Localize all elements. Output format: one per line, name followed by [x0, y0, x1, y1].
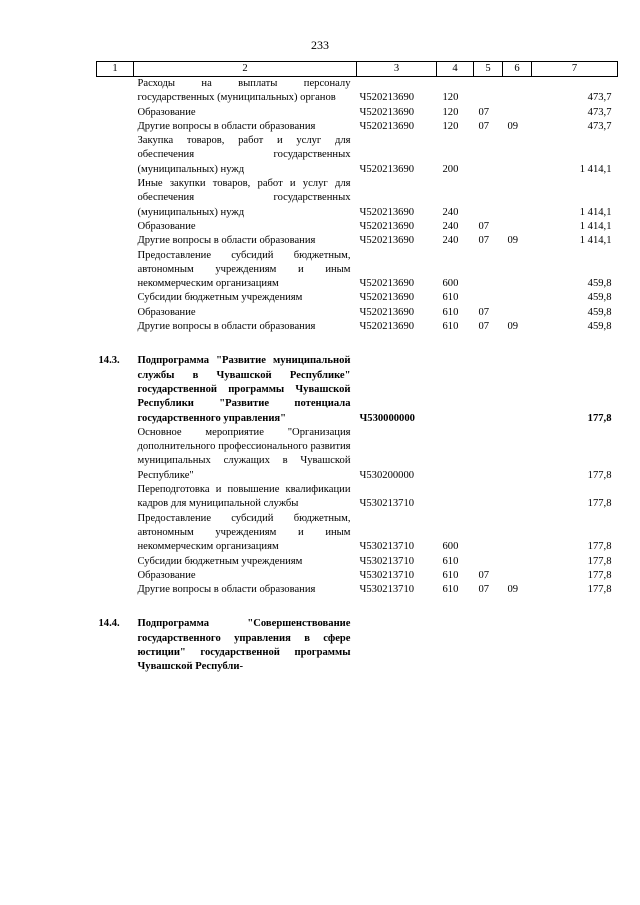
- row-name: Образование: [137, 306, 196, 318]
- target-code: Ч520213690: [359, 206, 415, 218]
- target-code: Ч520213690: [359, 120, 415, 132]
- amount: 459,8: [587, 292, 612, 304]
- amount: 1 414,1: [579, 220, 612, 232]
- budget-table: [96, 61, 618, 675]
- table-row: [97, 177, 618, 220]
- row-name: Закупка товаров, работ и услуг для обеспечения государственных (муниципальных) нужд: [137, 135, 351, 175]
- row-name: Предоставление субсидий бюджетным, автономным учреждениям и иным некоммерческим организациям: [137, 512, 351, 553]
- row-number: [97, 583, 134, 597]
- table-row: [97, 249, 618, 292]
- subsection-code: [503, 617, 532, 674]
- section-code: [474, 134, 503, 177]
- expense-type: 200: [442, 163, 459, 175]
- section-code: [474, 617, 503, 674]
- header-cell-5: 5: [474, 62, 503, 77]
- header-cell-4: 4: [437, 62, 474, 77]
- spacer-row: [97, 597, 618, 617]
- amount: 177,8: [587, 569, 612, 581]
- section-code: [474, 249, 503, 292]
- expense-type: 610: [442, 292, 459, 304]
- table-row: [97, 134, 618, 177]
- subsection-code: 09: [507, 120, 519, 132]
- target-code: Ч520213690: [359, 278, 415, 290]
- expense-type: 120: [442, 92, 459, 104]
- row-name: Другие вопросы в области образования: [137, 120, 316, 132]
- row-number: [97, 512, 134, 555]
- expense-type: 240: [442, 235, 459, 247]
- section-code: [474, 555, 503, 569]
- row-number: [97, 555, 134, 569]
- subsection-code: [503, 177, 532, 220]
- target-code: Ч520213690: [359, 292, 415, 304]
- table-row: [97, 106, 618, 120]
- expense-type: 610: [442, 569, 459, 581]
- expense-type: 610: [442, 321, 459, 333]
- table-row: [97, 320, 618, 334]
- subsection-code: [503, 512, 532, 555]
- table-row: [97, 354, 618, 425]
- target-code: Ч520213690: [359, 306, 415, 318]
- target-code: Ч520213690: [359, 92, 415, 104]
- row-name: Субсидии бюджетным учреждениям: [137, 292, 303, 304]
- amount: 177,8: [587, 498, 612, 510]
- row-number: [97, 106, 134, 120]
- header-cell-2: 2: [134, 62, 357, 77]
- subsection-code: [503, 306, 532, 320]
- spacer-row: [97, 334, 618, 354]
- table-row: [97, 77, 618, 106]
- target-code: Ч530213710: [359, 555, 415, 567]
- target-code: Ч530213710: [359, 569, 415, 581]
- subsection-code: [503, 354, 532, 425]
- section-code: [474, 512, 503, 555]
- subsection-code: 09: [507, 584, 519, 596]
- row-number: [97, 77, 134, 106]
- subsection-code: [503, 134, 532, 177]
- subsection-code: [503, 555, 532, 569]
- subsection-code: [503, 77, 532, 106]
- amount: 459,8: [587, 321, 612, 333]
- expense-type: [437, 617, 474, 674]
- table-row: [97, 569, 618, 583]
- target-code: Ч530200000: [359, 469, 415, 481]
- amount: 459,8: [587, 278, 612, 290]
- table-body: [97, 77, 618, 675]
- header-cell-1: 1: [97, 62, 134, 77]
- row-number: [97, 177, 134, 220]
- expense-type: 600: [442, 541, 459, 553]
- table-row: [97, 555, 618, 569]
- amount: 177,8: [587, 584, 612, 596]
- row-number: [97, 234, 134, 248]
- row-name: Образование: [137, 569, 196, 581]
- target-code: Ч520213690: [359, 235, 415, 247]
- table-row: [97, 120, 618, 134]
- row-number: [97, 220, 134, 234]
- section-code: 07: [478, 321, 490, 333]
- page-number: 233: [311, 38, 329, 52]
- section-code: 07: [478, 220, 490, 232]
- row-name: Образование: [137, 220, 196, 232]
- section-code: [474, 291, 503, 305]
- row-number: [97, 320, 134, 334]
- target-code: Ч530213710: [359, 541, 415, 553]
- row-number: [97, 134, 134, 177]
- expense-type: 240: [442, 206, 459, 218]
- header-cell-6: 6: [503, 62, 532, 77]
- row-name: Другие вопросы в области образования: [137, 321, 316, 333]
- amount: 177,8: [587, 541, 612, 553]
- row-name: Субсидии бюджетным учреждениям: [137, 555, 303, 567]
- target-code: Ч520213690: [359, 321, 415, 333]
- amount: 177,8: [587, 412, 612, 424]
- row-number: [97, 291, 134, 305]
- section-code: [474, 177, 503, 220]
- section-code: 07: [478, 106, 490, 118]
- row-number: 14.4.: [98, 618, 120, 630]
- subsection-code: [503, 106, 532, 120]
- amount: 1 414,1: [579, 163, 612, 175]
- row-number: [97, 306, 134, 320]
- subsection-code: [503, 291, 532, 305]
- row-name: Образование: [137, 106, 196, 118]
- section-code: [474, 77, 503, 106]
- expense-type: 610: [442, 584, 459, 596]
- expense-type: 120: [442, 106, 459, 118]
- target-code: Ч530213710: [359, 584, 415, 596]
- amount: 177,8: [587, 555, 612, 567]
- row-number: [97, 120, 134, 134]
- row-number: [97, 426, 134, 483]
- section-code: 07: [478, 235, 490, 247]
- table-row: [97, 617, 618, 674]
- target-code: Ч520213690: [359, 163, 415, 175]
- amount: 177,8: [587, 469, 612, 481]
- expense-type: 120: [442, 120, 459, 132]
- subsection-code: [503, 249, 532, 292]
- subsection-code: [503, 220, 532, 234]
- section-code: [474, 483, 503, 512]
- expense-type: [437, 426, 474, 483]
- amount: 1 414,1: [579, 206, 612, 218]
- amount: 473,7: [587, 106, 612, 118]
- table-header: [97, 62, 618, 77]
- section-code: 07: [478, 569, 490, 581]
- table-row: [97, 234, 618, 248]
- amount: 473,7: [587, 120, 612, 132]
- table-row: [97, 426, 618, 483]
- subsection-code: [503, 483, 532, 512]
- row-name: Основное мероприятие "Организация дополнительного профессионального развития муниципальных служащих в Чувашской Республике": [137, 426, 351, 481]
- subsection-code: 09: [507, 321, 519, 333]
- row-name: Подпрограмма "Развитие муниципальной службы в Чувашской Республике" государственной программы Чувашской Республики "Развитие потенциала государственного управления": [137, 355, 351, 424]
- target-code: Ч530000000: [359, 412, 415, 424]
- header-cell-3: 3: [357, 62, 437, 77]
- target-code: Ч520213690: [359, 106, 415, 118]
- subsection-code: 09: [507, 235, 519, 247]
- expense-type: [437, 483, 474, 512]
- table-row: [97, 483, 618, 512]
- amount: [532, 617, 618, 674]
- row-number: [97, 569, 134, 583]
- row-number: [97, 483, 134, 512]
- section-code: 07: [478, 584, 490, 596]
- target-code: Ч530213710: [359, 498, 415, 510]
- row-number: 14.3.: [98, 355, 120, 367]
- section-code: [474, 354, 503, 425]
- expense-type: 240: [442, 220, 459, 232]
- header-row: [97, 62, 618, 77]
- spacer-cell: [97, 597, 618, 617]
- subsection-code: [503, 569, 532, 583]
- amount: 459,8: [587, 306, 612, 318]
- amount: 473,7: [587, 92, 612, 104]
- table-row: [97, 512, 618, 555]
- header-cell-7: 7: [532, 62, 618, 77]
- row-name: Расходы на выплаты персоналу государственных (муниципальных) органов: [137, 78, 351, 104]
- expense-type: 610: [442, 555, 459, 567]
- table-row: [97, 306, 618, 320]
- row-name: Предоставление субсидий бюджетным, автономным учреждениям и иным некоммерческим организациям: [137, 249, 351, 290]
- expense-type: 610: [442, 306, 459, 318]
- table-row: [97, 220, 618, 234]
- table-row: [97, 291, 618, 305]
- table-row: [97, 583, 618, 597]
- row-name: Другие вопросы в области образования: [137, 235, 316, 247]
- row-number: [97, 249, 134, 292]
- expense-type: 600: [442, 278, 459, 290]
- amount: 1 414,1: [579, 235, 612, 247]
- row-name: Другие вопросы в области образования: [137, 584, 316, 596]
- spacer-cell: [97, 334, 618, 354]
- row-name: Подпрограмма "Совершенствование государственного управления в сфере юстиции" государственной программы Чувашской Республи-: [137, 618, 351, 673]
- section-code: [474, 426, 503, 483]
- row-name: Переподготовка и повышение квалификации кадров для муниципальной службы: [137, 484, 351, 510]
- target-code: [357, 617, 437, 674]
- section-code: 07: [478, 306, 490, 318]
- expense-type: [437, 354, 474, 425]
- row-name: Иные закупки товаров, работ и услуг для обеспечения государственных (муниципальных) нужд: [137, 178, 351, 218]
- section-code: 07: [478, 120, 490, 132]
- target-code: Ч520213690: [359, 220, 415, 232]
- subsection-code: [503, 426, 532, 483]
